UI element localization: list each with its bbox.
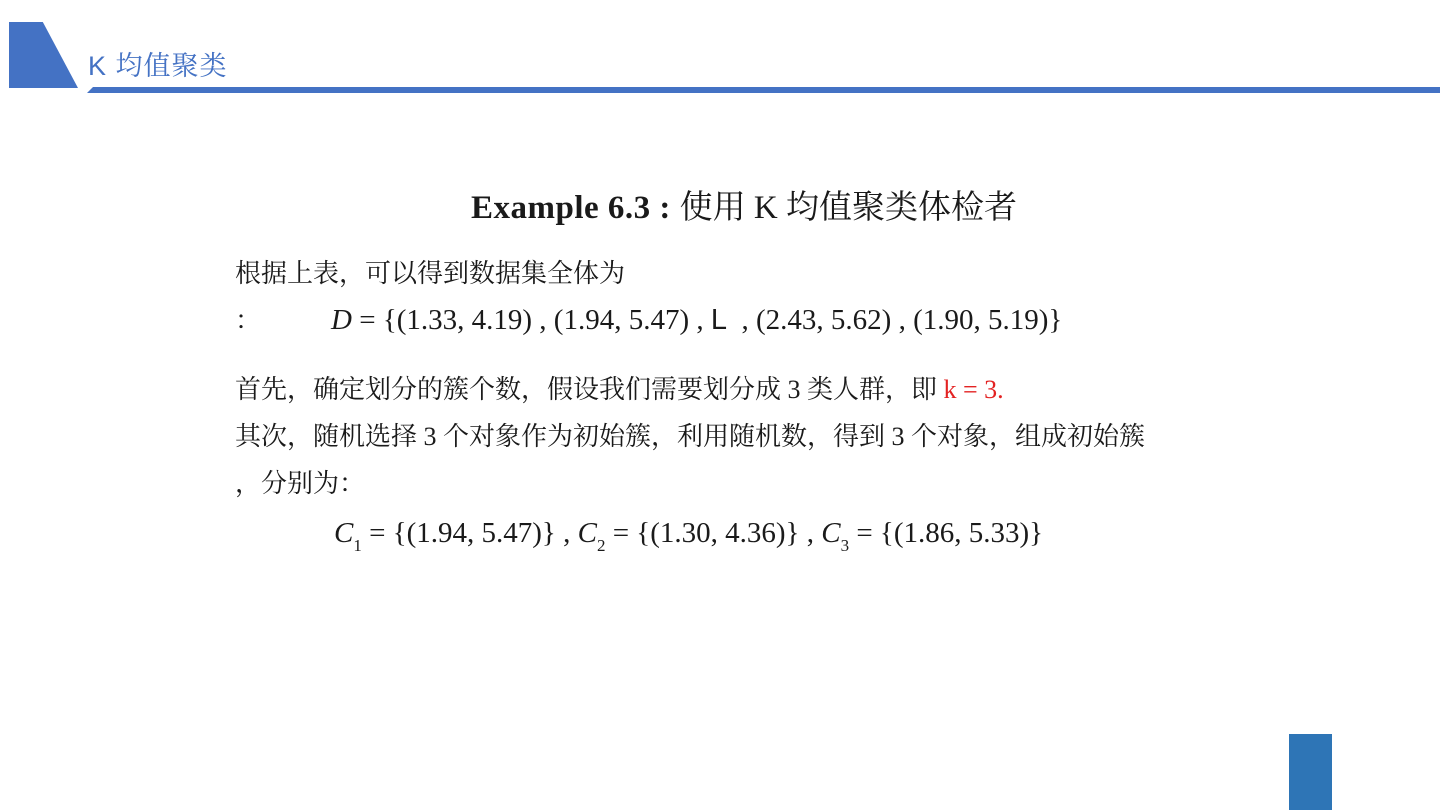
slide-title-chinese-label: 使用 K 均值聚类体检者 xyxy=(679,190,1018,226)
formula-c2-variable: C xyxy=(577,517,597,549)
k-equals-3-highlight: k = 3. xyxy=(943,375,1004,404)
formula-c1-subscript: 1 xyxy=(353,536,362,555)
paragraph2-line3: ，分别为： xyxy=(235,469,366,498)
paragraph-gap xyxy=(235,344,1355,366)
dataset-formula-line xyxy=(235,297,1355,344)
bottom-right-accent-shape xyxy=(1289,734,1332,810)
paragraph2-line1-text: 首先，确定划分的簇个数，假设我们需要划分成 3 类人群，即 xyxy=(235,375,944,404)
paragraph2-line1 xyxy=(235,366,1355,413)
slide-header-title: K 均值聚类 xyxy=(88,51,228,81)
formula-c3-value: = {(1.86, 5.33)} xyxy=(849,517,1044,549)
body-text-block xyxy=(235,250,1355,560)
initial-clusters-formula xyxy=(235,510,1355,560)
formula-c3-subscript: 3 xyxy=(840,536,850,555)
header-rule-line xyxy=(87,87,1440,93)
slide-title xyxy=(438,144,1017,265)
paragraph1-line1: 根据上表，可以得到数据集全体为 xyxy=(235,259,626,288)
formula-d-post: , (2.43, 5.62) , (1.90, 5.19)} xyxy=(727,304,1063,336)
formula-c1-variable: C xyxy=(334,517,354,549)
paragraph1-colon: ： xyxy=(235,306,262,335)
paragraph2-line2: 其次，随机选择 3 个对象作为初始簇，利用随机数，得到 3 个对象，组成初始簇 xyxy=(235,422,1146,451)
formula-c2-subscript: 2 xyxy=(596,536,606,555)
corner-accent-shape xyxy=(9,22,78,88)
formula-d-ellipsis: L xyxy=(710,304,728,336)
formula-c2-value: = {(1.30, 4.36)} , xyxy=(605,517,822,549)
formula-c3-variable: C xyxy=(821,517,841,549)
formula-d-variable: D xyxy=(331,304,352,336)
formula-c1-value: = {(1.94, 5.47)} , xyxy=(361,517,578,549)
dataset-formula xyxy=(331,297,1062,344)
formula-d-pre: = {(1.33, 4.19) , (1.94, 5.47) , xyxy=(351,304,711,336)
slide-title-example-label: Example 6.3 : xyxy=(471,190,680,226)
